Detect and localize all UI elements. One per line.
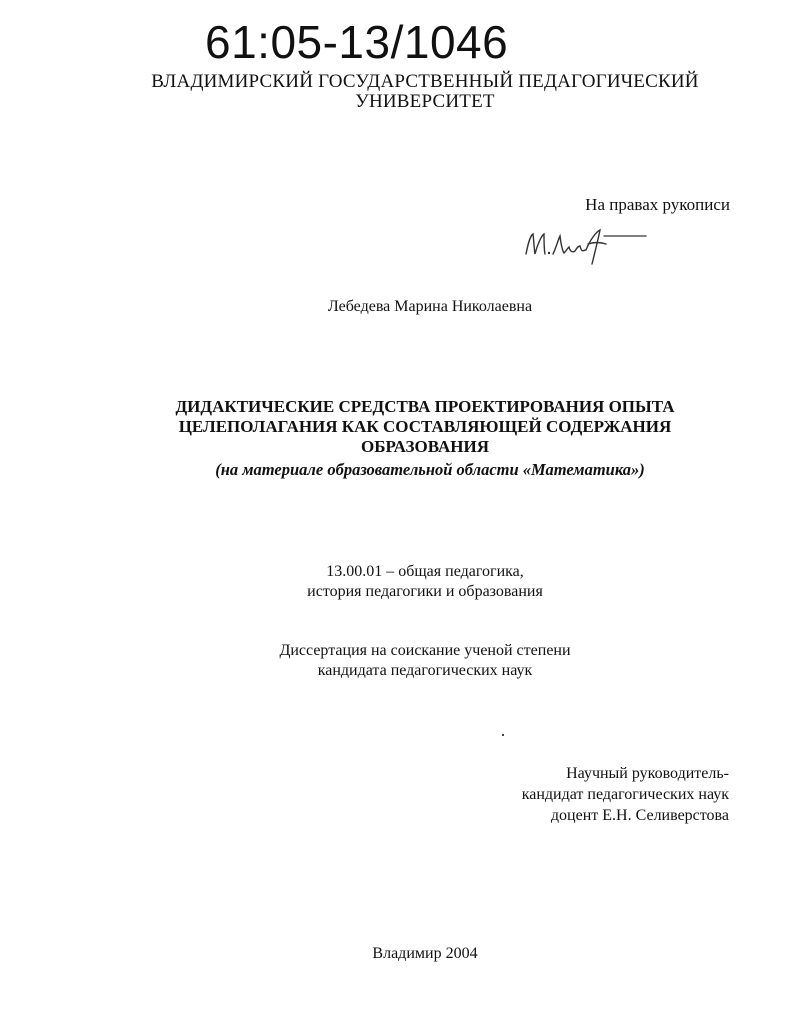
supervisor-line-2: кандидат педагогических наук: [521, 786, 729, 803]
city-year: Владимир 2004: [372, 945, 478, 962]
supervisor-line-1: Научный руководитель-: [566, 765, 729, 782]
specialty-line-1: 13.00.01 – общая педагогика,: [326, 563, 524, 580]
degree-line-2: кандидата педагогических наук: [317, 662, 533, 679]
dissertation-title: [140, 397, 710, 457]
catalog-number: 61:05-13/1046: [205, 16, 509, 68]
university-header: [150, 72, 700, 112]
degree-line-1: Диссертация на соискание ученой степени: [279, 642, 571, 659]
supervisor-line-3: доцент Е.Н. Селиверстова: [550, 807, 729, 824]
scientific-supervisor: [440, 763, 729, 826]
dissertation-subtitle: (на материале образовательной области «Математика»): [215, 460, 645, 479]
manuscript-rights-label: На правах рукописи: [585, 195, 730, 214]
author-name: Лебедева Марина Николаевна: [327, 298, 533, 315]
university-line-2: УНИВЕРСИТЕТ: [355, 91, 495, 112]
title-line-2: ЦЕЛЕПОЛАГАНИЯ КАК СОСТАВЛЯЮЩЕЙ СОДЕРЖАНИЯ: [178, 417, 672, 436]
handwritten-signature: [520, 222, 650, 266]
specialty-code: [240, 562, 610, 602]
university-line-1: ВЛАДИМИРСКИЙ ГОСУДАРСТВЕННЫЙ ПЕДАГОГИЧЕСКИЙ: [151, 71, 699, 92]
scan-speck: [502, 734, 504, 736]
title-line-1: ДИДАКТИЧЕСКИЕ СРЕДСТВА ПРОЕКТИРОВАНИЯ ОПЫТА: [175, 397, 675, 416]
degree-statement: [220, 641, 630, 681]
title-line-3: ОБРАЗОВАНИЯ: [361, 437, 489, 456]
specialty-line-2: история педагогики и образования: [307, 583, 543, 600]
